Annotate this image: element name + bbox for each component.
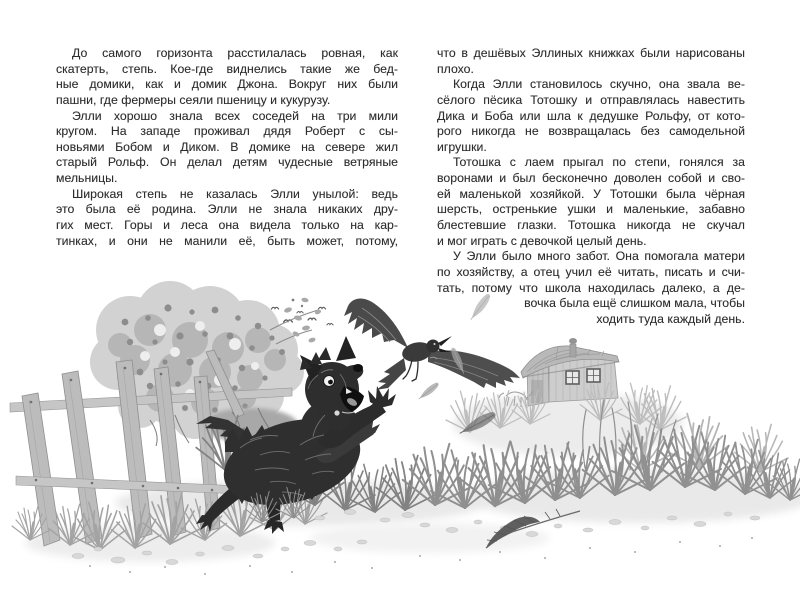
- text-line: новьями Бобом и Диком. В домике на севере жил: [56, 139, 398, 154]
- text-line: скатерть, степь. Кое-где виднелись такие же бед-: [56, 61, 398, 76]
- text-line: и мог играть с девочкой целый день.: [437, 233, 647, 248]
- text-line: игрушки.: [437, 139, 487, 154]
- text-line: это была её родина. Элли не знала никаких дру-: [56, 202, 398, 217]
- text-line: Когда Элли становилось скучно, она звала ве-: [453, 77, 745, 92]
- illustration-totoshka-chasing-crow: [0, 270, 800, 600]
- text-line: До самого горизонта расстилалась ровная, как: [72, 46, 398, 60]
- text-line: шерсть, остренькие ушки и маленькие, забавно: [437, 202, 745, 217]
- text-line: что в дешёвых Эллиных книжках были нарисованы: [437, 46, 745, 60]
- text-line: Дика и Боба или шла к дедушке Рольфу, от кото-: [437, 108, 745, 123]
- text-line: сёлого пёсика Тотошку и отправлялась навестить: [437, 92, 745, 107]
- crow-wing: [428, 350, 520, 388]
- text-line: Широкая степь не казалась Элли унылой: ведь: [72, 186, 398, 201]
- text-line: гих мест. Горы и леса она видела только на кар-: [56, 218, 398, 233]
- text-line: У Элли было много забот. Она помогала матери: [453, 249, 745, 264]
- house: [521, 338, 619, 406]
- text-line: воронами и был бесконечно доволен собой и сво-: [437, 171, 745, 186]
- text-line: тинках, и они не манили её, быть может, потому,: [56, 233, 398, 248]
- crow-tail: [376, 358, 406, 390]
- text-line: ные домики, как и домик Джона. Вокруг них были: [56, 77, 398, 92]
- text-line: плохо.: [437, 61, 474, 76]
- text-line: блестевшие глазки. Тотошка никогда не скучал: [437, 218, 745, 233]
- text-line: вочка была ещё слишком мала, чтобы: [524, 296, 745, 311]
- text-line: пашни, где фермеры сеяли пшеницу и кукурузу.: [56, 92, 331, 107]
- text-line: по хозяйству, а отец учил её читать, писать и счи-: [437, 264, 745, 279]
- chimney: [570, 344, 576, 357]
- dog-ear: [336, 336, 356, 361]
- text-line: рого никогда не возвращалась без самодельной: [437, 124, 745, 139]
- text-line: тать, потому что школа находилась далеко, а де-: [437, 280, 745, 295]
- text-line: Тотошка с лаем прыгал по степи, гонялся за: [453, 155, 745, 170]
- dog-nose: [353, 364, 363, 372]
- crow-wing: [344, 299, 408, 348]
- text-line: старый Рольф. Он делал детям чудесные ветряные: [56, 155, 398, 170]
- crow: [344, 299, 520, 390]
- text-line: мельницы.: [56, 171, 118, 186]
- text-line: ходить туда каждый день.: [596, 311, 745, 326]
- crow-beak: [438, 336, 452, 346]
- text-line: Элли хорошо знала всех соседей на три мили: [72, 108, 398, 123]
- left-page-text: [56, 46, 398, 249]
- text-line: ей маленькой хозяйкой. У Тотошки была чёрная: [437, 186, 745, 201]
- text-line: кругом. На западе проживал дядя Роберт с сы-: [56, 124, 398, 139]
